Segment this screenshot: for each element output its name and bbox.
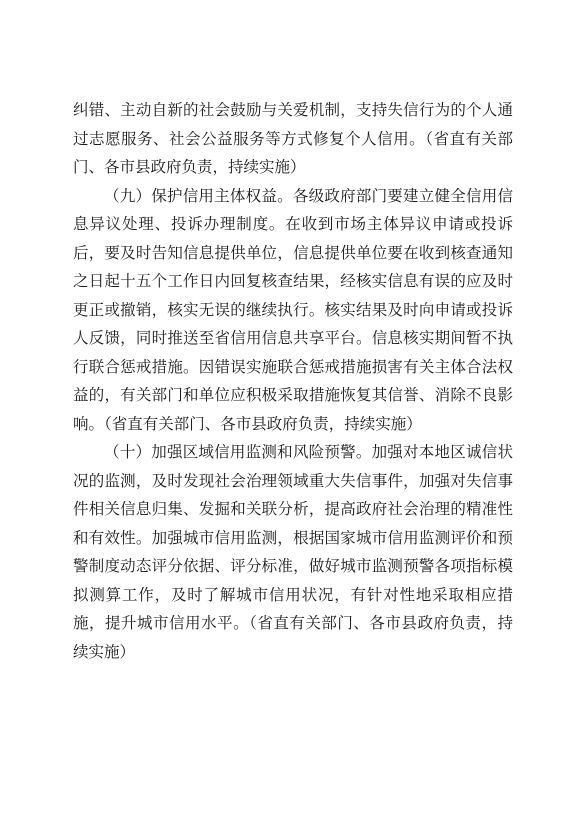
paragraph-continuation: 纠错、主动自新的社会鼓励与关爱机制，支持失信行为的个人通过志愿服务、社会公益服务等方式修复个人信用。（省直有关部门、各市县政府负责，持续实施）	[73, 101, 513, 176]
paragraph-regional-credit-monitoring: （十）加强区域信用监测和风险预警。加强对本地区诚信状况的监测，及时发现社会治理领域重大失信事件，加强对失信事件相关信息归集、发掘和关联分析，提高政府社会治理的精准性和有效性。加强城市信用监测，根据国家城市信用监测评价和预警制度动态评分依据、评分标准，做好城市监测预警各项指标模拟测算工作，及时了解城市信用状况，有针对性地采取相应措施，提升城市信用水平。（省直有关部门、各市县政府负责，持续实施）	[73, 443, 513, 661]
document-body	[73, 96, 513, 666]
paragraph-protect-credit-rights: （九）保护信用主体权益。各级政府部门要建立健全信用信息异议处理、投诉办理制度。在收到市场主体异议申请或投诉后，要及时告知信息提供单位，信息提供单位要在收到核查通知之日起十五个工作日内回复核查结果，经核实信息有误的应及时更正或撤销，核实无误的继续执行。核实结果及时向申请或投诉人反馈，同时推送至省信用信息共享平台。信息核实期间暂不执行联合惩戒措施。因错误实施联合惩戒措施损害有关主体合法权益的，有关部门和单位应积极采取措施恢复其信誉、消除不良影响。（省直有关部门、各市县政府负责，持续实施）	[73, 186, 513, 433]
